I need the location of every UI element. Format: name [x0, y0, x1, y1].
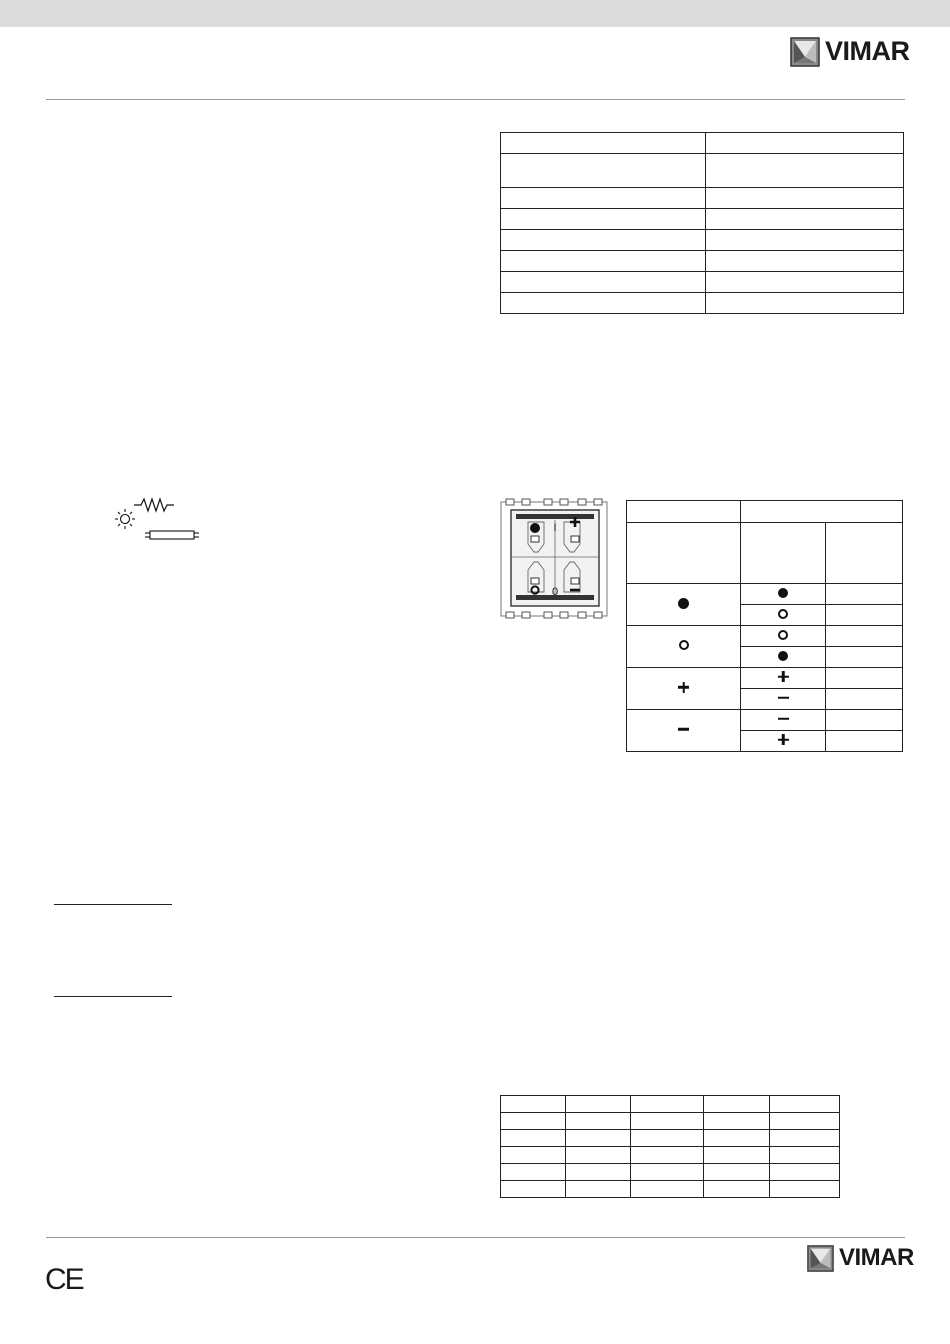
spec-table: [500, 132, 904, 314]
spec-cell: [501, 209, 706, 230]
bt-cell: [501, 1096, 566, 1113]
fn-sub-cell: [741, 668, 826, 689]
spec-cell: [501, 133, 706, 154]
section-underline: [54, 904, 172, 905]
fn-header-cell: [741, 501, 903, 523]
module-figure: [500, 498, 610, 620]
fn-key-cell: [627, 668, 741, 710]
fn-header-cell: [627, 501, 741, 523]
vimar-logo-icon: [790, 37, 820, 67]
bt-cell: [501, 1147, 566, 1164]
filled-dot-icon: [778, 651, 788, 661]
bt-cell: [770, 1164, 840, 1181]
bt-cell: [501, 1181, 566, 1198]
fn-sub-cell: [741, 605, 826, 626]
fluorescent-tube-icon: [145, 531, 199, 539]
open-dot-icon: [778, 609, 788, 619]
bt-cell: [704, 1113, 770, 1130]
lamp-icon: [115, 509, 135, 529]
plus-icon: [778, 734, 789, 745]
fn-header-cell: [741, 523, 826, 584]
spec-cell: [501, 230, 706, 251]
bt-cell: [501, 1113, 566, 1130]
fn-header-cell: [627, 523, 741, 584]
bt-cell: [501, 1130, 566, 1147]
spec-cell: [706, 133, 904, 154]
brand-name: VIMAR: [839, 1244, 914, 1271]
fn-key-cell: [627, 584, 741, 626]
ce-mark: CE: [45, 1263, 83, 1296]
minus-icon: [678, 724, 689, 735]
minus-icon: [778, 692, 789, 703]
bt-cell: [704, 1164, 770, 1181]
bt-cell: [566, 1147, 631, 1164]
open-dot-icon: [778, 630, 788, 640]
bt-cell: [631, 1181, 704, 1198]
spec-cell: [706, 272, 904, 293]
fn-key-cell: [627, 626, 741, 668]
section-underline: [54, 996, 172, 997]
filled-dot-icon: [530, 523, 540, 533]
bt-cell: [566, 1096, 631, 1113]
bt-cell: [566, 1181, 631, 1198]
spec-cell: [706, 251, 904, 272]
bt-cell: [631, 1113, 704, 1130]
plus-icon: [778, 671, 789, 682]
fn-sub-cell: [741, 584, 826, 605]
fn-sub-cell: [826, 668, 903, 689]
fn-key-cell: [627, 710, 741, 752]
resistor-icon: [134, 499, 174, 511]
fn-sub-cell: [826, 605, 903, 626]
bt-cell: [704, 1181, 770, 1198]
bt-cell: [770, 1181, 840, 1198]
spec-cell: [706, 188, 904, 209]
load-symbols: [112, 494, 204, 544]
bt-cell: [566, 1113, 631, 1130]
vimar-logo-icon: [807, 1245, 834, 1272]
bt-cell: [770, 1130, 840, 1147]
fn-sub-cell: [826, 689, 903, 710]
brand-name: VIMAR: [825, 36, 910, 66]
spec-cell: [706, 293, 904, 314]
fn-sub-cell: [826, 710, 903, 731]
bt-cell: [704, 1147, 770, 1164]
spec-cell: [706, 209, 904, 230]
minus-icon: [778, 713, 789, 724]
bt-cell: [770, 1113, 840, 1130]
fn-sub-cell: [826, 647, 903, 668]
footer-rule: [46, 1237, 905, 1238]
bt-cell: [501, 1164, 566, 1181]
top-band: [0, 0, 950, 27]
bt-cell: [631, 1130, 704, 1147]
bt-cell: [566, 1130, 631, 1147]
label-on: I: [553, 522, 557, 534]
spec-cell: [501, 251, 706, 272]
spec-cell: [501, 154, 706, 188]
fn-sub-cell: [826, 731, 903, 752]
function-table: [626, 500, 903, 752]
label-off: 0: [551, 586, 559, 598]
spec-cell: [501, 188, 706, 209]
spec-cell: [706, 154, 904, 188]
fn-sub-cell: [826, 626, 903, 647]
fn-sub-cell: [741, 626, 826, 647]
fn-sub-cell: [741, 731, 826, 752]
bt-cell: [704, 1130, 770, 1147]
header-rule: [46, 99, 905, 100]
filled-dot-icon: [778, 588, 788, 598]
bt-cell: [770, 1147, 840, 1164]
fn-sub-cell: [741, 647, 826, 668]
plus-icon: [678, 682, 689, 693]
spec-cell: [501, 293, 706, 314]
spec-cell: [706, 230, 904, 251]
bt-cell: [631, 1096, 704, 1113]
bt-cell: [566, 1164, 631, 1181]
filled-dot-icon: [678, 598, 689, 609]
footer-logo: [807, 1244, 914, 1272]
fn-sub-cell: [741, 689, 826, 710]
open-dot-icon: [679, 640, 689, 650]
fn-header-cell: [826, 523, 903, 584]
bt-cell: [704, 1096, 770, 1113]
bt-cell: [631, 1164, 704, 1181]
spec-cell: [501, 272, 706, 293]
bottom-table: [500, 1095, 840, 1198]
fn-sub-cell: [741, 710, 826, 731]
header-logo: [790, 36, 910, 67]
fn-sub-cell: [826, 584, 903, 605]
bt-cell: [770, 1096, 840, 1113]
bt-cell: [631, 1147, 704, 1164]
